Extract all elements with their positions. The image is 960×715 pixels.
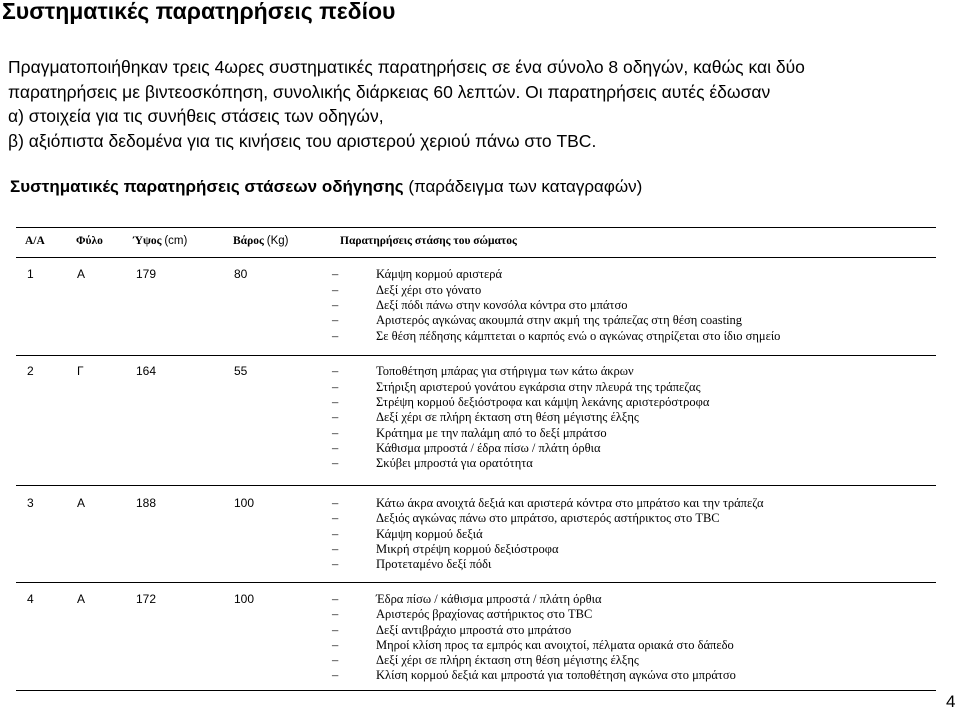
dash-bullet: – (332, 638, 339, 652)
observation-item (332, 557, 491, 572)
observation-text: Κράτημα με την παλάμη από το δεξί μπράτσο (376, 426, 607, 440)
observation-text: Σε θέση πέδησης κάμπτεται ο καρπός ενώ ο αγκώνας στηρίζεται στο ίδιο σημείο (376, 329, 781, 343)
dash-bullet: – (332, 441, 339, 455)
row-weight: 80 (234, 267, 248, 281)
header-weight-word: Βάρος (233, 235, 264, 247)
observation-item (332, 313, 742, 328)
header-sex: Φύλο (76, 235, 103, 247)
observation-text: Δεξί πόδι πάνω στην κονσόλα κόντρα στο μπάτσο (376, 298, 628, 312)
header-weight (233, 235, 288, 247)
observation-text: Κάμψη κορμού δεξιά (376, 527, 483, 541)
row-separator-rule (16, 582, 936, 583)
observation-text: Κάτω άκρα ανοιχτά δεξιά και αριστερά κόντρα στο μπράτσο και την τράπεζα (376, 496, 764, 510)
row-sex: Α (77, 267, 86, 281)
dash-bullet: – (332, 267, 339, 281)
row-weight: 55 (234, 364, 248, 378)
observation-item (332, 496, 764, 511)
observation-text: Δεξί αντιβράχιο μπροστά στο μπράτσο (376, 623, 572, 637)
observation-text: Αριστερός αγκώνας ακουμπά στην ακμή της τράπεζας στη θέση coasting (376, 313, 743, 327)
table-top-rule (16, 227, 936, 228)
row-height: 164 (136, 364, 157, 378)
observation-item (332, 426, 607, 441)
page-title: Συστηματικές παρατηρήσεις πεδίου (2, 0, 396, 24)
observation-text: Προτεταμένο δεξί πόδι (376, 557, 492, 571)
row-height: 188 (136, 496, 157, 510)
observation-item (332, 380, 701, 395)
dash-bullet: – (332, 329, 339, 343)
page-number: 4 (946, 692, 956, 711)
observation-item (332, 527, 483, 542)
row-height: 179 (136, 267, 157, 281)
dash-bullet: – (332, 542, 339, 556)
observation-text: Μηροί κλίση προς τα εμπρός και ανοιχτοί, πέλματα οριακά στο δάπεδο (376, 638, 734, 652)
observation-item (332, 298, 627, 313)
observation-text: Μικρή στρέψη κορμού δεξιόστροφα (376, 542, 559, 556)
row-separator-rule (16, 485, 936, 486)
dash-bullet: – (332, 364, 339, 378)
dash-bullet: – (332, 527, 339, 541)
observation-item (332, 653, 639, 668)
observation-text: Στρέψη κορμού δεξιόστροφα και κάμψη λεκάνης αριστερόστροφα (376, 395, 710, 409)
dash-bullet: – (332, 592, 339, 606)
header-aa: Α/Α (25, 235, 45, 247)
header-weight-unit: (Kg) (266, 235, 289, 247)
dash-bullet: – (332, 380, 339, 394)
observation-text: Τοποθέτηση μπάρας για στήριγμα των κάτω άκρων (376, 364, 634, 378)
subheading-normal: (παράδειγμα των καταγραφών) (403, 177, 643, 196)
observation-item (332, 511, 720, 526)
header-observations: Παρατηρήσεις στάσης του σώματος (340, 235, 517, 247)
row-sex: Α (77, 496, 86, 510)
row-sex: Γ (77, 364, 84, 378)
row-weight: 100 (234, 496, 255, 510)
dash-bullet: – (332, 511, 339, 525)
observation-item (332, 283, 481, 298)
observation-item (332, 668, 736, 683)
row-aa: 2 (27, 364, 34, 378)
row-aa: 4 (27, 592, 34, 606)
observation-item (332, 456, 533, 471)
observation-item (332, 410, 639, 425)
dash-bullet: – (332, 283, 339, 297)
row-height: 172 (136, 592, 157, 606)
observation-text: Κλίση κορμού δεξιά και μπροστά για τοποθέτηση αγκώνα στο μπράτσο (376, 668, 736, 682)
dash-bullet: – (332, 607, 339, 621)
intro-line: παρατηρήσεις με βιντεοσκόπηση, συνολικής διάρκειας 60 λεπτών. Οι παρατηρήσεις αυτές έδωσαν (8, 81, 771, 102)
dash-bullet: – (332, 623, 339, 637)
dash-bullet: – (332, 557, 339, 571)
header-height-unit: (cm) (164, 235, 188, 247)
observation-item (332, 592, 602, 607)
row-weight: 100 (234, 592, 255, 606)
observation-item (332, 607, 592, 622)
dash-bullet: – (332, 426, 339, 440)
observation-item (332, 542, 559, 557)
header-height-word: Ύψος (133, 235, 162, 247)
observation-text: Κάθισμα μπροστά / έδρα πίσω / πλάτη όρθια (376, 441, 601, 455)
subheading-bold: Συστηματικές παρατηρήσεις στάσεων οδήγησης (10, 177, 404, 196)
dash-bullet: – (332, 653, 339, 667)
row-separator-rule (16, 355, 936, 356)
dash-bullet: – (332, 496, 339, 510)
intro-line: α) στοιχεία για τις συνήθεις στάσεις των οδηγών, (8, 106, 384, 126)
dash-bullet: – (332, 410, 339, 424)
observation-item (332, 329, 780, 344)
header-bottom-rule (16, 257, 936, 258)
observation-item (332, 638, 734, 653)
header-height (133, 235, 187, 247)
observation-item (332, 395, 709, 410)
intro-line: Πραγματοποιήθηκαν τρεις 4ωρες συστηματικές παρατηρήσεις σε ένα σύνολο 8 οδηγών, καθώς και δύο (8, 57, 805, 77)
dash-bullet: – (332, 668, 339, 682)
dash-bullet: – (332, 395, 339, 409)
observation-text: Δεξιός αγκώνας πάνω στο μπράτσο, αριστερός αστήρικτος στο TBC (376, 511, 720, 525)
section-subheading (10, 177, 642, 197)
row-aa: 3 (27, 496, 34, 510)
observation-item (332, 364, 634, 379)
observation-text: Έδρα πίσω / κάθισμα μπροστά / πλάτη όρθια (376, 592, 602, 606)
observation-item (332, 623, 571, 638)
observation-text: Δεξί χέρι στο γόνατο (376, 283, 482, 297)
dash-bullet: – (332, 456, 339, 470)
observation-text: Αριστερός βραχίονας αστήρικτος στο TBC (376, 607, 593, 621)
intro-paragraph (8, 55, 948, 153)
observation-text: Κάμψη κορμού αριστερά (376, 267, 503, 281)
dash-bullet: – (332, 313, 339, 327)
table-bottom-rule (16, 690, 936, 691)
row-sex: Α (77, 592, 86, 606)
observation-item (332, 267, 502, 282)
dash-bullet: – (332, 298, 339, 312)
observation-item (332, 441, 601, 456)
observation-text: Δεξί χέρι σε πλήρη έκταση στη θέση μέγιστης έλξης (376, 410, 639, 424)
observation-text: Σκύβει μπροστά για ορατότητα (376, 456, 533, 470)
row-aa: 1 (27, 267, 34, 281)
observation-text: Στήριξη αριστερού γονάτου εγκάρσια στην πλευρά της τράπεζας (376, 380, 701, 394)
observation-text: Δεξί χέρι σε πλήρη έκταση στη θέση μέγιστης έλξης (376, 653, 639, 667)
intro-line: β) αξιόπιστα δεδομένα για τις κινήσεις του αριστερού χεριού πάνω στο TBC. (8, 130, 597, 151)
